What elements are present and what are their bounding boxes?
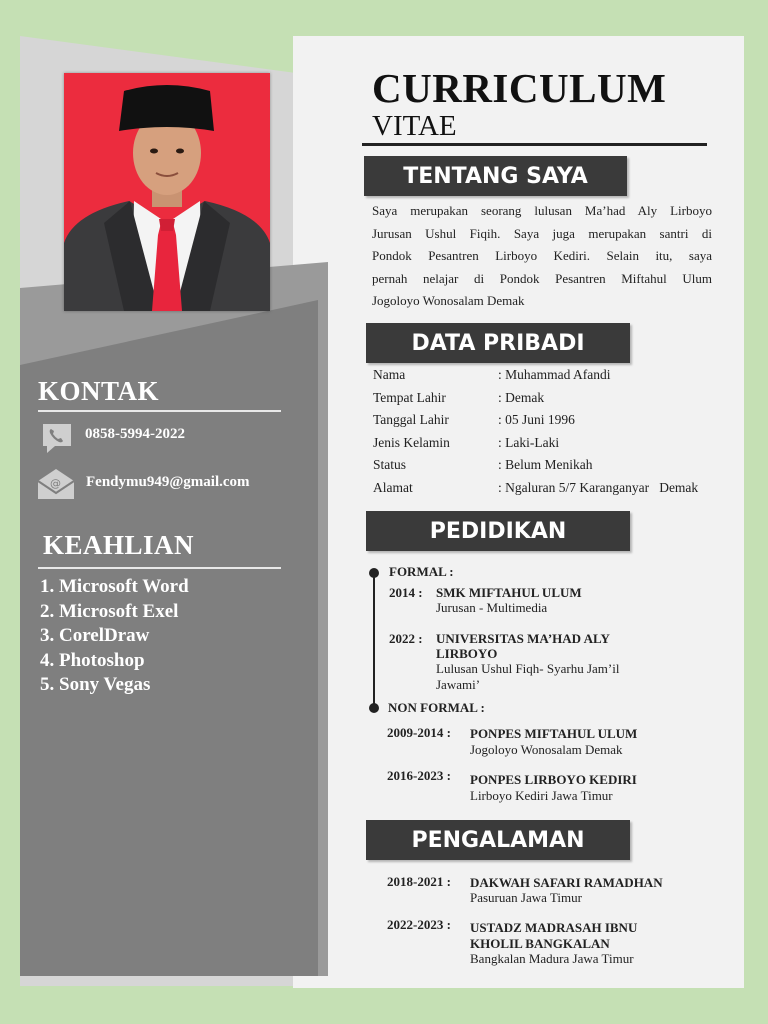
contact-email[interactable]: Fendymu949@gmail.com (86, 474, 250, 490)
contact-divider (38, 410, 281, 412)
experience-year: 2022-2023 : (387, 917, 451, 932)
education-name: UNIVERSITAS MA’HAD ALY (436, 631, 610, 646)
education-name: LIRBOYO (436, 646, 498, 661)
contact-heading: KONTAK (38, 376, 160, 406)
skill-item: 4. Photoshop (40, 649, 145, 671)
education-name: PONPES LIRBOYO KEDIRI (470, 772, 637, 787)
personal-row (373, 390, 743, 413)
experience-name: USTADZ MADRASAH IBNU (470, 920, 638, 935)
education-detail: Lirboyo Kediri Jawa Timur (470, 788, 613, 803)
education-detail: Jogoloyo Wonosalam Demak (470, 742, 623, 757)
about-line: Jogoloyo Wonosalam Demak (372, 293, 525, 309)
education-detail: Jawami’ (436, 677, 481, 692)
education-name: SMK MIFTAHUL ULUM (436, 585, 582, 600)
personal-label: Tanggal Lahir (373, 412, 449, 428)
education-heading: PEDIDIKAN (366, 511, 630, 551)
education-year: 2022 : (389, 631, 423, 646)
page-title: CURRICULUM (372, 65, 667, 111)
personal-label: Jenis Kelamin (373, 434, 450, 450)
personal-value: : Muhammad Afandi (498, 367, 611, 382)
about-line: Jurusan Ushul Fiqih. Saya juga merupakan santri di (372, 225, 712, 241)
personal-heading: DATA PRIBADI (366, 323, 630, 363)
skills-list (40, 575, 189, 698)
nonformal-label: NON FORMAL : (388, 700, 485, 715)
experience-detail: Bangkalan Madura Jawa Timur (470, 951, 634, 966)
timeline-line (373, 572, 375, 712)
profile-photo (64, 73, 270, 311)
about-line: Pondok Pesantren Lirboyo Kediri. Selain itu, saya (372, 248, 712, 264)
education-year: 2014 : (389, 585, 423, 600)
phone-icon (39, 420, 75, 456)
person-illustration (64, 73, 270, 311)
skill-item: 3. CorelDraw (40, 625, 150, 647)
skills-divider (38, 567, 281, 569)
title-underline (362, 143, 707, 146)
about-line: Saya merupakan seorang lulusan Ma’had Aly Lirboyo (372, 203, 712, 218)
skill-item: 1. Microsoft Word (40, 576, 189, 597)
education-detail: Lulusan Ushul Fiqh- Syarhu Jam’il (436, 661, 620, 676)
personal-label: Alamat (373, 479, 413, 495)
personal-value: : Demak (498, 389, 545, 405)
personal-label: Status (373, 457, 407, 473)
experience-name: DAKWAH SAFARI RAMADHAN (470, 875, 663, 890)
education-name: PONPES MIFTAHUL ULUM (470, 726, 638, 741)
timeline-dot (369, 703, 379, 713)
contact-phone[interactable]: 0858-5994-2022 (85, 426, 185, 442)
skills-heading: KEAHLIAN (43, 530, 195, 560)
personal-value: : Belum Menikah (498, 457, 593, 473)
personal-row (373, 480, 743, 503)
about-paragraph (372, 200, 712, 313)
formal-label: FORMAL : (389, 564, 454, 579)
personal-row (373, 367, 743, 390)
email-icon (36, 467, 76, 501)
education-year: 2016-2023 : (387, 768, 451, 783)
skill-item: 2. Microsoft Exel (40, 600, 179, 622)
experience-year: 2018-2021 : (387, 874, 451, 889)
about-heading: TENTANG SAYA (364, 156, 627, 196)
experience-detail: Pasuruan Jawa Timur (470, 890, 582, 905)
personal-label: Nama (373, 367, 406, 382)
education-detail: Jurusan - Multimedia (436, 600, 548, 615)
about-line: pernah nelajar di Pondok Pesantren Miftahul Ulum (372, 270, 712, 286)
personal-row (373, 457, 743, 480)
personal-value: : Laki-Laki (498, 434, 560, 450)
experience-name: KHOLIL BANGKALAN (470, 936, 610, 951)
skill-item: 5. Sony Vegas (40, 674, 151, 696)
education-year: 2009-2014 : (387, 725, 451, 740)
experience-heading: PENGALAMAN (366, 820, 630, 860)
personal-value: : Ngaluran 5/7 Karanganyar Demak (498, 479, 699, 495)
personal-label: Tempat Lahir (373, 389, 446, 405)
personal-value: : 05 Juni 1996 (498, 412, 575, 428)
personal-table (373, 367, 743, 503)
page-subtitle: VITAE (372, 110, 457, 142)
timeline-dot (369, 568, 379, 578)
svg-text:@: @ (50, 477, 61, 490)
personal-row (373, 412, 743, 435)
personal-row (373, 435, 743, 458)
